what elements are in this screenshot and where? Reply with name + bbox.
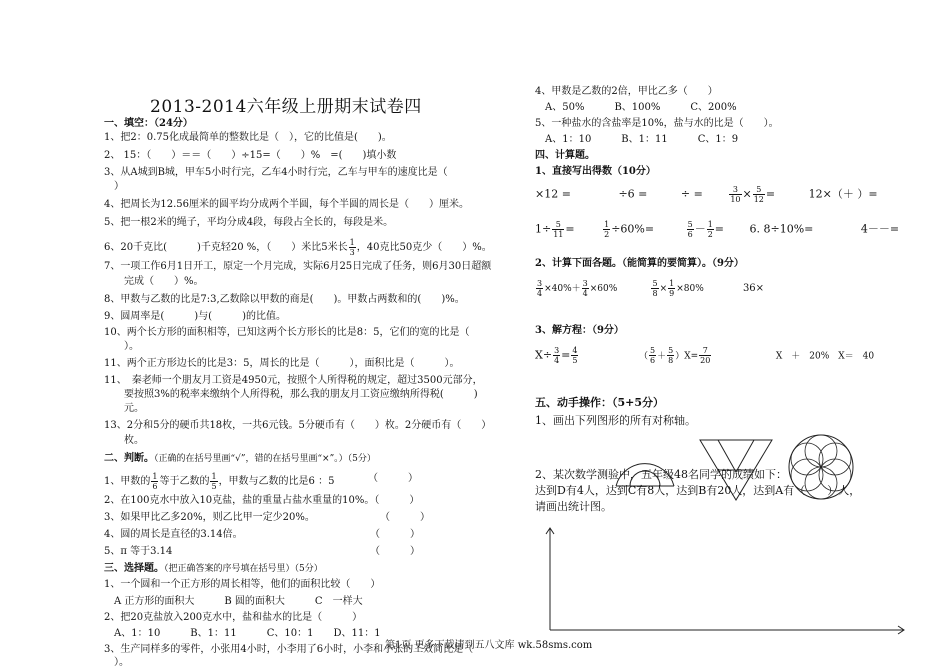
judge-heading: 二、判断。（正确的在括号里画“√”，错的在括号里画“×”。）（5分） xyxy=(104,453,376,464)
fraction: $\frac{4}{5}$ xyxy=(572,346,578,365)
fill-item: ）。 xyxy=(104,341,139,352)
fraction: $\frac{5}{11}$ xyxy=(553,220,564,239)
calc-sub2: 2、计算下面各题。（能简算的要简算）。（9分） xyxy=(535,258,744,269)
fill-item: 11、 秦老师一个朋友月工资是4950元，按照个人所得税的规定，超过3500元部分， xyxy=(104,375,483,386)
fill-item: 11、两个正方形边长的比是3：5，周长的比是（ ），面积比是（ ）。 xyxy=(104,358,460,369)
calc-row3: $\frac{3}{4}$ ×40%＋ $\frac{3}{4}$ ×60% $\frac{5}{8}$ × $\frac{1}{9}$ ×80% 36× xyxy=(537,279,765,298)
fill-item: 10、两个长方形的面积相等，已知这两个长方形长的比是8：5，它们的宽的比是（ xyxy=(104,327,470,338)
choice-item: 2、把20克盐放入200克水中，盐和盐水的比是（ ） xyxy=(104,612,363,623)
answer-bracket: （ ） xyxy=(368,473,418,484)
fill-item: 9、圆周率是( )与( )的比值。 xyxy=(104,311,286,322)
answer-bracket: （ ） xyxy=(380,512,430,523)
choice-item: 5、一种盐水的含盐率是10%，盐与水的比是（ ）。 xyxy=(535,118,779,129)
calc-row2: 1÷ $\frac{5}{11}$ = $\frac{1}{2}$ ÷60%= $\frac{5}{6}$ － $\frac{1}{2}$ = 6. 8÷10%= 4－－= xyxy=(535,220,900,239)
choice-item: A、50% B、100% C、200% xyxy=(535,102,737,113)
fill-item: 8、甲数与乙数的比是7:3,乙数除以甲数的商是( )。甲数占两数和的( )%。 xyxy=(104,294,465,305)
fraction: $\frac{1}{2}$ xyxy=(604,220,610,239)
page-title: 2013-2014六年级上册期末试卷四 xyxy=(150,97,422,117)
fraction: $\frac{3}{4}$ xyxy=(582,279,588,298)
fraction: $\frac{3}{10}$ xyxy=(730,185,741,204)
fraction: $\frac{5}{8}$ xyxy=(668,346,674,365)
calc-sub3: 3、解方程：（9分） xyxy=(535,325,624,336)
fill-item: 枚。 xyxy=(104,435,144,446)
draw-item2: 2、某次数学测验中，五年级48名同学的成绩如下： xyxy=(535,468,787,481)
fill-item: 1、把2：0.75化成最简单的整数比是（ ），它的比值是( )。 xyxy=(104,132,392,143)
fraction: $\frac{3}{4}$ xyxy=(554,346,560,365)
fraction: $\frac{1}{2}$ xyxy=(707,220,713,239)
choice-item: A 正方形的面积大 B 圆的面积大 C 一样大 xyxy=(104,596,363,607)
calc-row4: X÷ $\frac{3}{4}$ = $\frac{4}{5}$ （ $\frac{5}{6}$ ＋ $\frac{5}{8}$ ）X= $\frac{7}{20}$ X ＋ 20% X＝ 40 xyxy=(535,346,875,365)
fill-item: 元。 xyxy=(104,403,144,414)
fill-item: 3、从A城到B城，甲车5小时行完，乙车4小时行完，乙车与甲车的速度比是（ xyxy=(104,167,448,178)
choice-item: ）。 xyxy=(104,657,129,668)
fraction: $\frac{5}{6}$ xyxy=(649,346,656,365)
fill-item: 要按照3%的税率来缴纳个人所得税，那么我的朋友月工资应缴纳所得税( ) xyxy=(104,389,478,400)
draw-heading: 五、动手操作：（5+5分） xyxy=(535,396,665,409)
judge-item: 2、在100克水中放入10克盐，盐的重量占盐水重量的10%。（ ） xyxy=(104,495,420,506)
draw-item2b: 达到D有4人，达到C有8人，达到B有20人，达到A有（ ）人， xyxy=(535,484,861,497)
fill-item: ） xyxy=(104,181,124,192)
fill-item: 完成（ ）%。 xyxy=(104,276,204,287)
choice-item: A、1：10 B、1：11 C、1：9 xyxy=(535,134,739,145)
fraction: $\frac{5}{12}$ xyxy=(753,185,764,204)
choice-heading: 三、选择题。（把正确答案的序号填在括号里）（5分） xyxy=(104,563,323,574)
judge-item: 3、如果甲比乙多20%，则乙比甲一定少20%。 xyxy=(104,512,315,523)
fraction: $\frac{1}{5}$ xyxy=(211,472,217,491)
draw-item1: 1、画出下列图形的所有对称轴。 xyxy=(535,414,696,427)
draw-item2c: 请画出统计图。 xyxy=(535,500,612,513)
fill-item: 5、把一根2米的绳子，平均分成4段，每段占全长的，每段是米。 xyxy=(104,217,394,228)
fraction: $\frac{1}{9}$ xyxy=(669,279,675,298)
fraction: $\frac{5}{8}$ xyxy=(652,279,658,298)
blank-chart-axes xyxy=(540,526,910,638)
choice-item: A、1：10 B、1：11 C、10：1 D、11：1 xyxy=(104,628,381,639)
judge-item: 4、圆的周长是直径的3.14倍。 xyxy=(104,529,243,540)
fill-item: 6、20千克比( )千克轻20 %，（ ）米比5米长 $\frac{1}{3}$ ，40克比50克少（ ）%。 xyxy=(104,238,492,257)
answer-bracket: （ ） xyxy=(370,546,420,557)
fraction: $\frac{1}{6}$ xyxy=(152,472,158,491)
fraction: $\frac{1}{3}$ xyxy=(349,238,355,257)
fraction: $\frac{7}{20}$ xyxy=(700,346,711,365)
calc-sub1: 1、直接写出得数（10分） xyxy=(535,166,656,177)
page-footer: 第1页 更多下载请到五八文库 wk.58sms.com xyxy=(385,640,593,651)
fraction: $\frac{3}{4}$ xyxy=(537,279,543,298)
fill-item: 7、一项工作6月1日开工，原定一个月完成，实际6月25日完成了任务，则6月30日超额 xyxy=(104,261,492,272)
fill-heading: 一、填空：（24分） xyxy=(104,118,193,129)
fill-item: 4、把周长为12.56厘米的圆平均分成两个半圆，每个半圆的周长是（ ）厘米。 xyxy=(104,199,469,210)
calc-heading: 四、计算题。 xyxy=(535,150,595,161)
fill-item: 13、2分和5分的硬币共18枚，一共6元钱。5分硬币有（ ）枚。2分硬币有（ ） xyxy=(104,420,492,431)
answer-bracket: （ ） xyxy=(370,529,420,540)
fill-item: 2、 15：（ ）＝＝（ ）÷15=（ ）% =( )填小数 xyxy=(104,150,397,161)
fraction: $\frac{5}{6}$ xyxy=(687,220,693,239)
judge-item: 5、π 等于3.14 xyxy=(104,546,173,557)
choice-item: 4、甲数是乙数的2倍，甲比乙多（ ） xyxy=(535,86,718,97)
calc-row1: ×12 = ÷6 = ÷ = $\frac{3}{10}$ × $\frac{5}{12}$ = 12×（＋ ）= xyxy=(535,185,878,204)
judge-item: 1、甲数的 $\frac{1}{6}$ 等于乙数的 $\frac{1}{5}$ ，甲数与乙数的比是6 ：5 xyxy=(104,472,335,491)
choice-item: 3、生产同样多的零件，小张用4小时，小李用了6小时，小李和小张的工效简比是（ xyxy=(104,644,474,655)
choice-item: 1、一个圆和一个正方形的周长相等，他们的面积比较（ ） xyxy=(104,579,381,590)
